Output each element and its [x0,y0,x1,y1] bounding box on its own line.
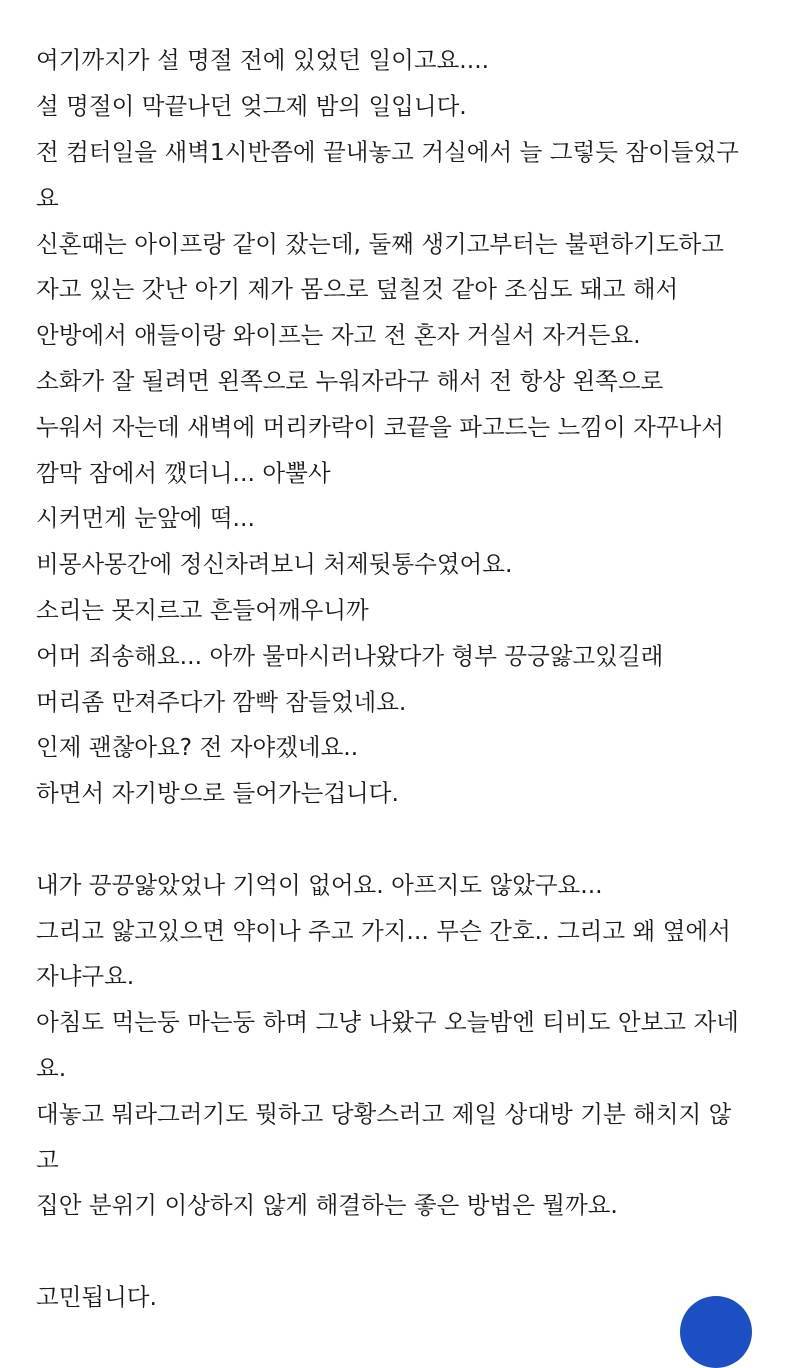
post-line: 요. [36,1054,67,1082]
post-line: 요 [36,184,59,212]
post-line: 고민됩니다. [36,1283,157,1311]
post-line: 누워서 자는데 새벽에 머리카락이 코끝을 파고드는 느낌이 자꾸나서 [36,413,724,441]
post-line: 비몽사몽간에 정신차려보니 처제뒷통수였어요. [36,550,513,578]
post-line: 고 [36,1146,59,1174]
post-line: 안방에서 애들이랑 와이프는 자고 전 혼자 거실서 자거든요. [36,321,641,349]
post-line: 대놓고 뭐라그러기도 뭣하고 당황스러고 제일 상대방 기분 해치지 않 [36,1100,732,1128]
post-line: 그리고 앓고있으면 약이나 주고 가지... 무슨 간호.. 그리고 왜 옆에서 [36,917,731,945]
post-line: 소화가 잘 될려면 왼쪽으로 누워자라구 해서 전 항상 왼쪽으로 [36,367,664,395]
floating-action-button[interactable] [680,1296,752,1368]
post-line: 아침도 먹는둥 마는둥 하며 그냥 나왔구 오늘밤엔 티비도 안보고 자네 [36,1008,739,1036]
post-line: 머리좀 만져주다가 깜빡 잠들었네요. [36,688,407,716]
post-line: 여기까지가 설 명절 전에 있었던 일이고요.... [36,46,490,74]
post-line: 설 명절이 막끝나던 엊그제 밤의 일입니다. [36,92,467,120]
post-line: 집안 분위기 이상하지 않게 해결하는 좋은 방법은 뭘까요. [36,1191,618,1219]
post-line: 자냐구요. [36,962,135,990]
post-line: 인제 괜찮아요? 전 자야겠네요.. [36,733,359,761]
post-line: 내가 끙끙앓았었나 기억이 없어요. 아프지도 않았구요... [36,871,603,899]
post-line: 깜막 잠에서 깼더니... 아뿔사 [36,459,331,487]
post-line: 자고 있는 갓난 아기 제가 몸으로 덮칠것 같아 조심도 돼고 해서 [36,275,679,303]
post-line: 시커먼게 눈앞에 떡... [36,504,255,532]
post-line: 어머 죄송해요... 아까 물마시러나왔다가 형부 끙긍앓고있길래 [36,642,664,670]
post-line: 하면서 자기방으로 들어가는겁니다. [36,779,399,807]
post-line: 전 컴터일을 새벽1시반쯤에 끝내놓고 거실에서 늘 그렇듯 잠이들었구 [36,138,739,166]
post-line: 신혼때는 아이프랑 같이 잤는데, 둘째 생기고부터는 불편하기도하고 [36,230,724,258]
post-line: 소리는 못지르고 흔들어깨우니까 [36,596,369,624]
